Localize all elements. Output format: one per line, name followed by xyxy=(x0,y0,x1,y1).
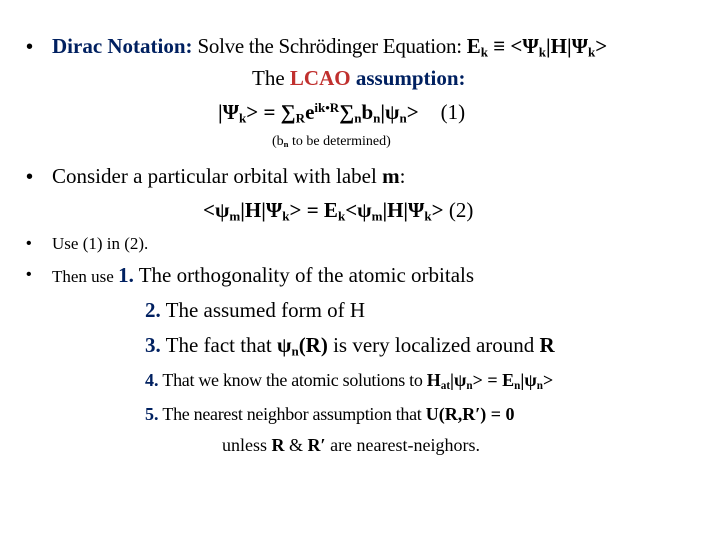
dirac-notation-heading: Dirac Notation: xyxy=(52,34,193,58)
equation-1-label: (1) xyxy=(440,100,466,125)
step-1: Then use 1. The orthogonality of the atomic orbitals xyxy=(52,263,475,287)
bn-note: ($b_n$ to be determined) xyxy=(272,134,391,150)
bullet-4: • xyxy=(26,266,32,283)
use-1-in-2: Use (1) in (2). xyxy=(52,234,149,253)
bullet-3: • xyxy=(26,235,32,252)
dirac-notation-line: Dirac Notation: Solve the Schrödinger Equation: $E_k \equiv <\Psi_k|H|\Psi_k>$ xyxy=(52,34,608,60)
step-5-continuation: unless R & R′ are nearest-neighors. xyxy=(222,435,481,455)
equation-1: $|\Psi_k> = \sum_Re^{ik•R}\sum_nb_n|\psi_n> (1)$ xyxy=(218,100,466,126)
lcao-label: LCAO xyxy=(289,66,351,90)
assumption-label: assumption: xyxy=(350,66,466,90)
schrodinger-text: Solve the Schrödinger Equation: xyxy=(192,34,467,58)
equation-2: $<\psi_m|H|\Psi_k> = E_k<\psi_m|H|\Psi_k> (2)$ xyxy=(203,198,474,224)
step-2: 2. The assumed form of H xyxy=(145,298,366,322)
equation-2-label: (2) xyxy=(443,198,474,222)
lcao-heading: The LCAO assumption: xyxy=(252,66,466,90)
bullet-2: • xyxy=(26,166,34,188)
bullet-1: • xyxy=(26,36,34,58)
step-3: 3. The fact that $\psi_n(R)$ is very localized around R xyxy=(145,333,555,359)
step-5: 5. The nearest neighbor assumption that U(R,R′) = 0 xyxy=(145,404,515,424)
step-4: 4. That we know the atomic solutions to $H_{at}|\psi_n> = E_n|\psi_n>$ xyxy=(145,370,554,392)
orbital-line: Consider a particular orbital with label m: xyxy=(52,164,406,188)
